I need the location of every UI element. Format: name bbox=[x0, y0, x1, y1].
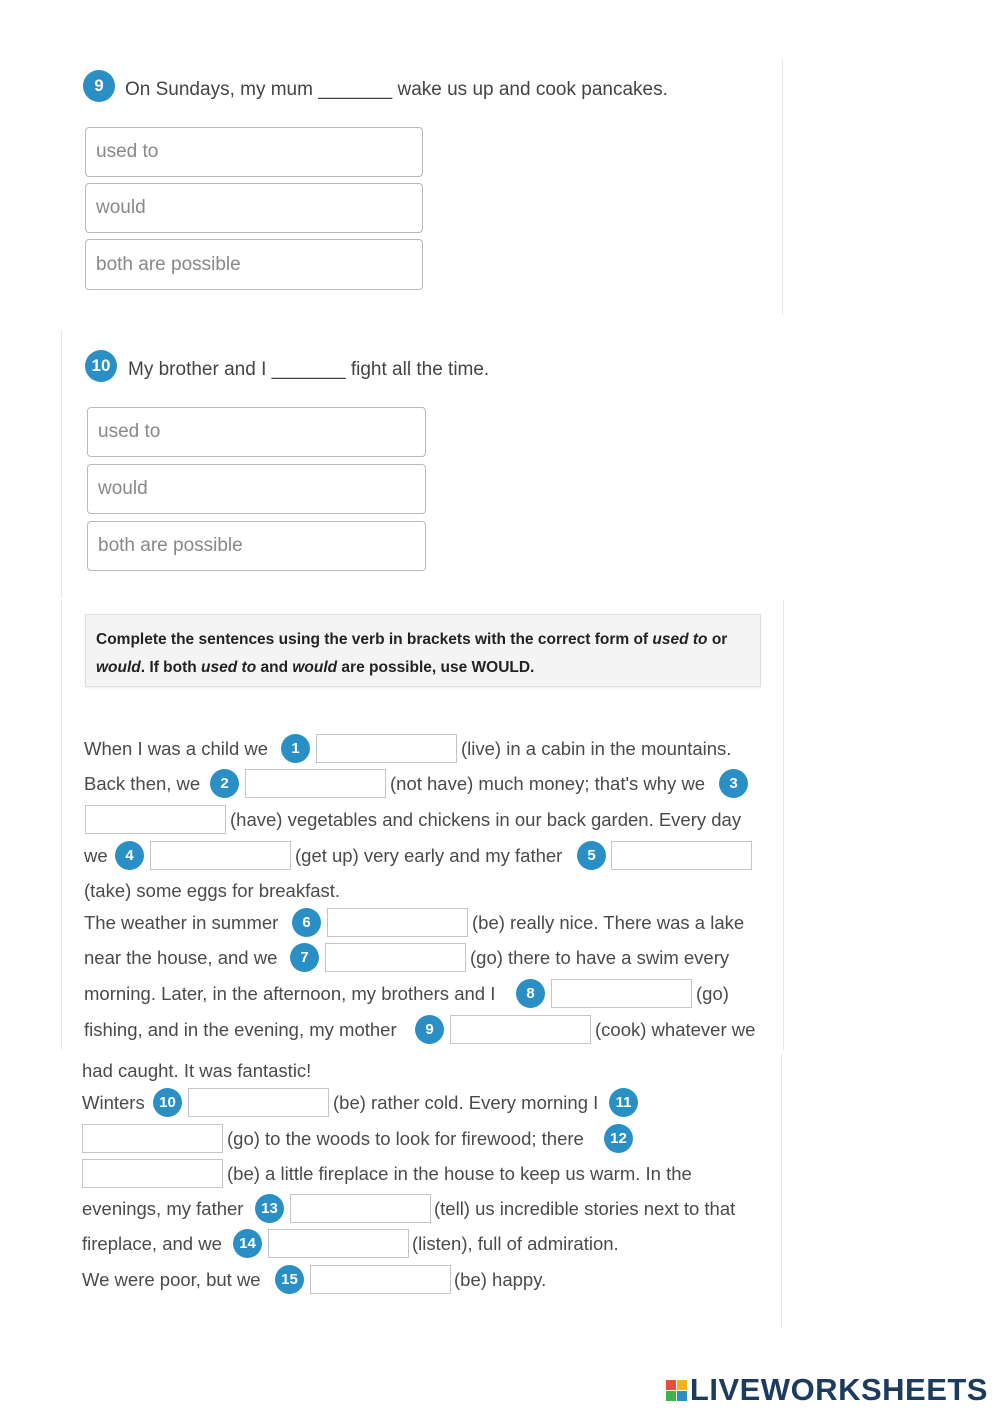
passage-text: (be) happy. bbox=[454, 1269, 547, 1290]
instructions-emphasis: would bbox=[292, 659, 338, 676]
passage-text: The weather in summer bbox=[84, 912, 279, 933]
gap-input-8[interactable] bbox=[551, 979, 692, 1008]
logo-square bbox=[666, 1391, 676, 1401]
gap-input-3[interactable] bbox=[85, 805, 226, 834]
logo-square bbox=[677, 1391, 687, 1401]
gap-number-badge: 7 bbox=[290, 943, 319, 972]
logo-square bbox=[666, 1380, 676, 1390]
gap-input-9[interactable] bbox=[450, 1015, 591, 1044]
gap-input-11[interactable] bbox=[82, 1124, 223, 1153]
passage-text: (have) vegetables and chickens in our back garden. Every day bbox=[230, 809, 742, 830]
answer-option[interactable]: used to bbox=[87, 407, 426, 457]
section-border-right bbox=[783, 600, 784, 1050]
passage-text: (go) to the woods to look for firewood; there bbox=[227, 1128, 584, 1149]
answer-option[interactable]: would bbox=[87, 464, 426, 514]
passage-text: evenings, my father bbox=[82, 1198, 244, 1219]
passage-text: Winters bbox=[82, 1092, 145, 1113]
logo-text: LIVEWORKSHEETS bbox=[689, 1372, 988, 1407]
question-number-badge: 10 bbox=[85, 350, 117, 382]
instructions-text: are possible, use WOULD. bbox=[337, 659, 535, 676]
gap-number-badge: 13 bbox=[255, 1194, 284, 1223]
passage-text: (tell) us incredible stories next to that bbox=[434, 1198, 736, 1219]
passage-text: (be) really nice. There was a lake bbox=[472, 912, 745, 933]
passage-text: we bbox=[84, 845, 108, 866]
gap-number-badge: 15 bbox=[275, 1265, 304, 1294]
gap-number-badge: 3 bbox=[719, 769, 748, 798]
passage-text: We were poor, but we bbox=[82, 1269, 261, 1290]
passage-text: had caught. It was fantastic! bbox=[82, 1060, 312, 1081]
answer-option[interactable]: would bbox=[85, 183, 423, 233]
instructions-box bbox=[85, 614, 761, 687]
passage-text: (live) in a cabin in the mountains. bbox=[461, 738, 732, 759]
gap-input-5[interactable] bbox=[611, 841, 752, 870]
answer-option[interactable]: both are possible bbox=[87, 521, 426, 571]
instructions-text: . If both bbox=[140, 659, 202, 676]
gap-input-14[interactable] bbox=[268, 1229, 409, 1258]
gap-input-13[interactable] bbox=[290, 1194, 431, 1223]
gap-number-badge: 8 bbox=[516, 979, 545, 1008]
question-number-badge: 9 bbox=[83, 70, 115, 102]
section-border-right bbox=[781, 1055, 782, 1327]
question-text: On Sundays, my mum _______ wake us up and cook pancakes. bbox=[125, 79, 668, 100]
instructions-text: Complete the sentences using the verb in brackets with the correct form of bbox=[96, 631, 653, 648]
gap-number-badge: 2 bbox=[210, 769, 239, 798]
passage-text: fishing, and in the evening, my mother bbox=[84, 1019, 397, 1040]
section-border-left bbox=[61, 330, 62, 598]
passage-text: (get up) very early and my father bbox=[295, 845, 563, 866]
section-border-left bbox=[61, 600, 62, 1050]
gap-input-10[interactable] bbox=[188, 1088, 329, 1117]
passage-text: (not have) much money; that's why we bbox=[390, 773, 706, 794]
logo-square bbox=[677, 1380, 687, 1390]
passage-text: (be) rather cold. Every morning I bbox=[333, 1092, 599, 1113]
passage-text: fireplace, and we bbox=[82, 1233, 222, 1254]
gap-input-2[interactable] bbox=[245, 769, 386, 798]
passage-text: (take) some eggs for breakfast. bbox=[84, 880, 341, 901]
section-border-right bbox=[782, 60, 783, 315]
gap-number-badge: 1 bbox=[281, 734, 310, 763]
gap-number-badge: 10 bbox=[153, 1088, 182, 1117]
passage-text: near the house, and we bbox=[84, 947, 278, 968]
gap-input-4[interactable] bbox=[150, 841, 291, 870]
instructions-emphasis: used to bbox=[652, 631, 708, 648]
instructions-emphasis: used to bbox=[201, 659, 257, 676]
gap-input-6[interactable] bbox=[327, 908, 468, 937]
question-text: My brother and I _______ fight all the time. bbox=[128, 359, 490, 380]
gap-number-badge: 6 bbox=[292, 908, 321, 937]
instructions-text: and bbox=[256, 659, 293, 676]
passage-text: Back then, we bbox=[84, 773, 201, 794]
gap-number-badge: 11 bbox=[609, 1088, 638, 1117]
liveworksheets-logo bbox=[666, 1372, 988, 1408]
answer-option[interactable]: both are possible bbox=[85, 239, 423, 290]
gap-input-15[interactable] bbox=[310, 1265, 451, 1294]
gap-input-7[interactable] bbox=[325, 943, 466, 972]
instructions-emphasis: would bbox=[96, 659, 141, 676]
passage-text: (go) there to have a swim every bbox=[470, 947, 730, 968]
passage-text: (listen), full of admiration. bbox=[412, 1233, 619, 1254]
passage-text: When I was a child we bbox=[84, 738, 269, 759]
passage-text: (cook) whatever we bbox=[595, 1019, 756, 1040]
instructions-text: or bbox=[707, 631, 728, 648]
gap-number-badge: 9 bbox=[415, 1015, 444, 1044]
gap-number-badge: 12 bbox=[604, 1124, 633, 1153]
gap-number-badge: 14 bbox=[233, 1229, 262, 1258]
passage-text: (go) bbox=[696, 983, 729, 1004]
answer-option[interactable]: used to bbox=[85, 127, 423, 177]
passage-text: morning. Later, in the afternoon, my brothers and I bbox=[84, 983, 496, 1004]
gap-number-badge: 4 bbox=[115, 841, 144, 870]
logo-icon bbox=[666, 1380, 687, 1401]
gap-input-1[interactable] bbox=[316, 734, 457, 763]
gap-number-badge: 5 bbox=[577, 841, 606, 870]
passage-text: (be) a little fireplace in the house to keep us warm. In the bbox=[227, 1163, 692, 1184]
gap-input-12[interactable] bbox=[82, 1159, 223, 1188]
